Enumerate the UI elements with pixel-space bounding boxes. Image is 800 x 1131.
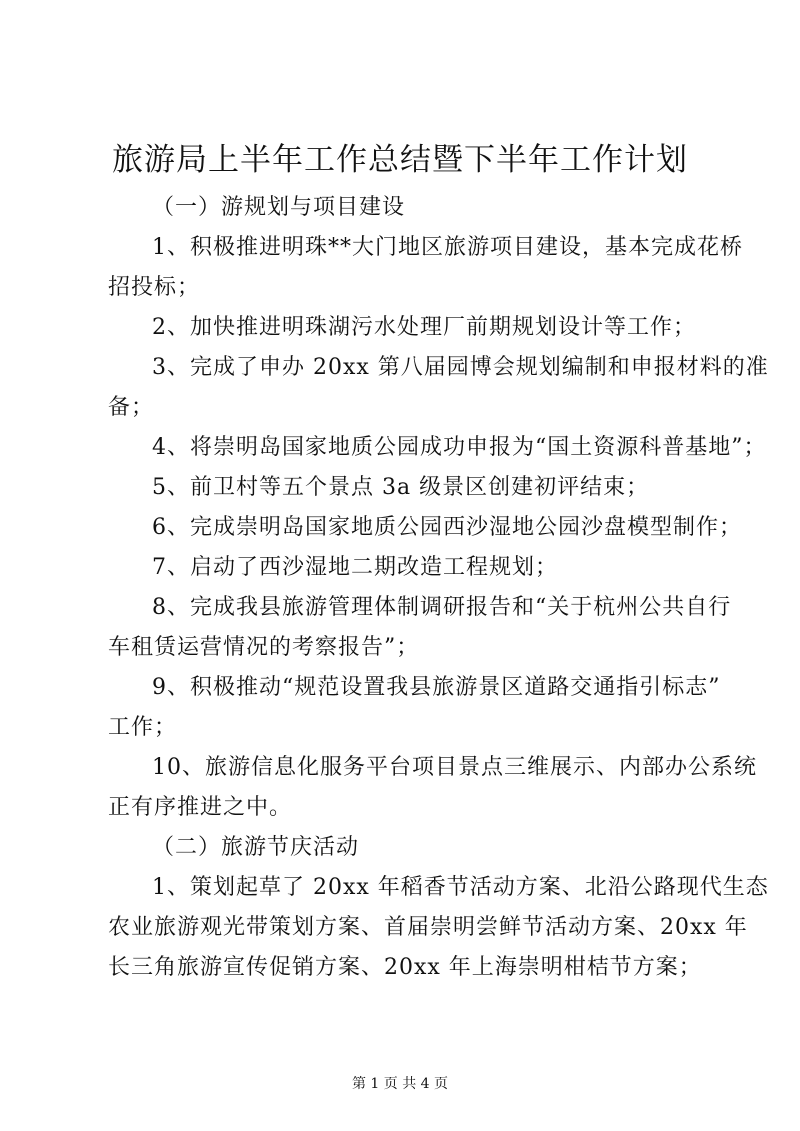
paragraph-line: 5、前卫村等五个景点 3a 级景区创建初评结束； — [152, 475, 650, 500]
section-heading-2: （二）旅游节庆活动 — [152, 835, 360, 860]
paragraph-line: 招投标； — [108, 275, 201, 300]
page-number-footer: 第 1 页 共 4 页 — [351, 1076, 449, 1092]
paragraph-line: 1、策划起草了 20xx 年稻香节活动方案、北沿公路现代生态 — [152, 875, 769, 900]
paragraph-line: 10、旅游信息化服务平台项目景点三维展示、内部办公系统 — [152, 755, 757, 780]
paragraph-line: 正有序推进之中。 — [108, 795, 293, 820]
paragraph-line: 9、积极推动“规范设置我县旅游景区道路交通指引标志” — [152, 675, 721, 700]
section-heading-1: （一）游规划与项目建设 — [152, 195, 406, 220]
paragraph-line: 1、积极推进明珠**大门地区旅游项目建设，基本完成花桥 — [152, 235, 743, 260]
paragraph-line: 7、启动了西沙湿地二期改造工程规划； — [152, 555, 558, 580]
paragraph-line: 工作； — [108, 715, 178, 740]
paragraph-line: 农业旅游观光带策划方案、首届崇明尝鲜节活动方案、20xx 年 — [108, 915, 748, 940]
paragraph-line: 6、完成崇明岛国家地质公园西沙湿地公园沙盘模型制作； — [152, 515, 742, 540]
paragraph-line: 8、完成我县旅游管理体制调研报告和“关于杭州公共自行 — [152, 595, 732, 620]
paragraph-line: 3、完成了申办 20xx 第八届园博会规划编制和申报材料的准 — [152, 355, 769, 380]
paragraph-line: 2、加快推进明珠湖污水处理厂前期规划设计等工作； — [152, 315, 696, 340]
paragraph-line: 车租赁运营情况的考察报告”； — [108, 635, 420, 660]
paragraph-line: 长三角旅游宣传促销方案、20xx 年上海崇明柑桔节方案； — [108, 955, 702, 980]
document-title: 旅游局上半年工作总结暨下半年工作计划 — [112, 142, 688, 178]
paragraph-line: 4、将崇明岛国家地质公园成功申报为“国土资源科普基地”； — [152, 435, 767, 460]
paragraph-line: 备； — [108, 395, 155, 420]
